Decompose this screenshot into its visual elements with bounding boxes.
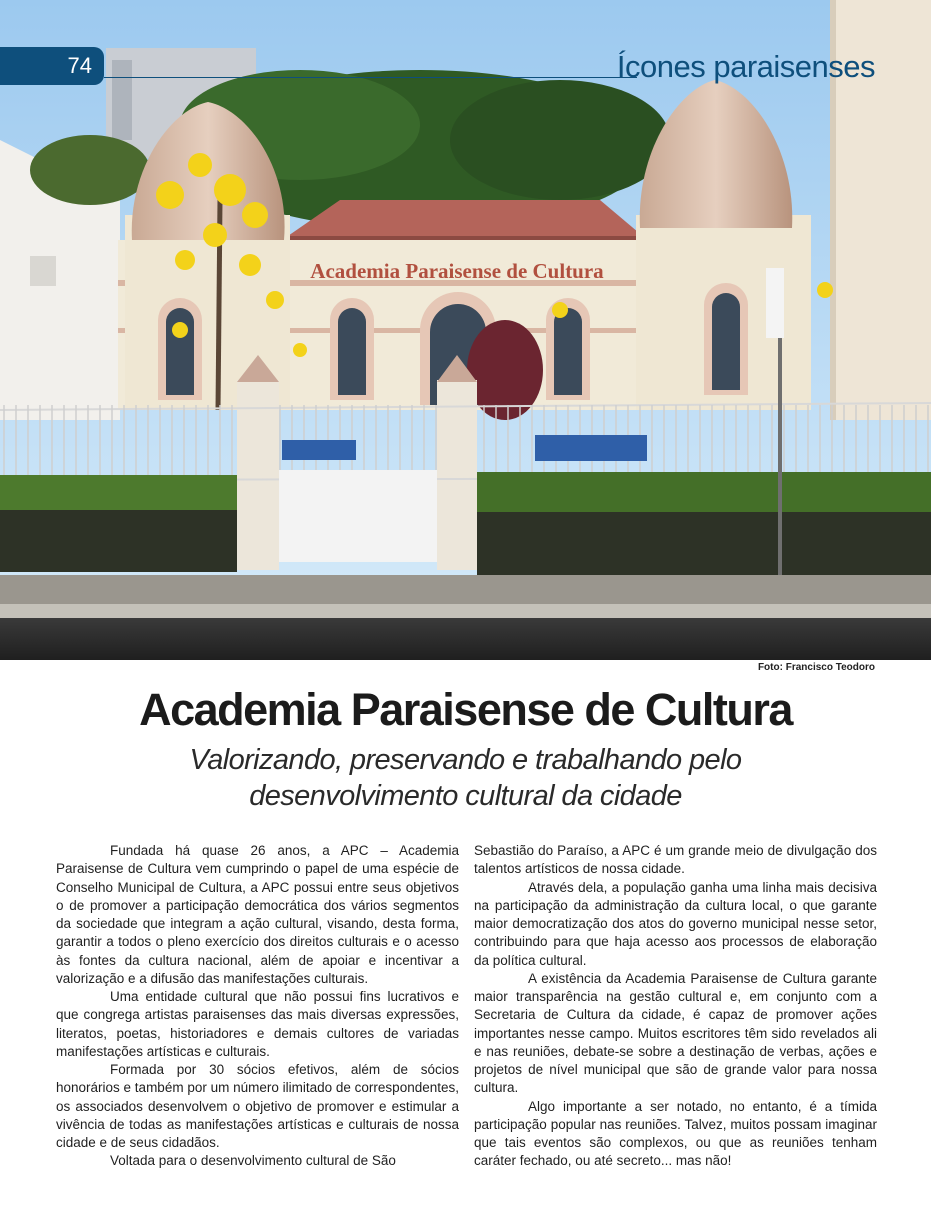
paragraph: Fundada há quase 26 anos, a APC – Academia Paraisense de Cultura vem cumprindo o papel de uma espécie de Conselho Municipal de Cultura, a APC possui entre seus objetivos o de promover a participação democrática dos vários segmentos da sociedade que integram a ação cultural, visando, desta forma, garantir a todos o pleno exercício dos direitos culturais e o acesso às fontes da cultura nacional, além de apoiar e incentivar a valorização e a difusão das manifestações culturais. [56,843,459,986]
paragraph: Através dela, a população ganha uma linha mais decisiva na participação da administração da cultura local, o que garante maior democratização dos atos do governo municipal nesse setor, contribuindo para que haja acesso aos processos de elaboração da política cultural. [474,879,877,968]
article-column-right [474,842,877,1171]
page-number-tab [0,47,104,85]
header-rule [104,77,637,78]
paragraph: Formada por 30 sócios efetivos, além de sócios honorários e também por um número ilimitado de correspondentes, os associados desenvolvem o objetivo de promover e estimular a vivência de todas as manifestações artísticas e culturais de nossa cidade e de seus cidadãos. [56,1062,459,1150]
paragraph: Voltada para o desenvolvimento cultural de São [110,1153,396,1169]
subtitle-line-2: desenvolvimento cultural da cidade [249,780,682,812]
paragraph: Uma entidade cultural que não possui fins lucrativos e que congrega artistas paraisenses das mais diversas expressões, literatos, poetas, historiadores e demais cultores de variadas manifestações artísticas e culturais. [56,989,459,1059]
paragraph: Sebastião do Paraíso, a APC é um grande meio de divulgação dos talentos artísticos de nossa cidade. [474,843,877,877]
paragraph: A existência da Academia Paraisense de Cultura garante maior transparência na gestão cultural e, em conjunto com a Secretaria de Cultura da cidade, é capaz de promover ações importantes nesse campo. Muitos escritores têm sido revelados ali e nas reuniões, debate-se sobre a destinação de verbas, ações e projetos de nível municipal que são de grande valor para nossa cultura. [474,970,877,1096]
facade-lettering: Academia Paraisense de Cultura [310,259,604,283]
page-number: 74 [67,53,92,78]
article-title: Academia Paraisense de Cultura [139,684,792,735]
article-subtitle [0,742,931,814]
article-column-left [56,842,459,1171]
photo-credit: Foto: Francisco Teodoro [757,662,875,673]
paragraph: Algo importante a ser notado, no entanto, é a tímida participação popular nas reuniões. Talvez, muitos possam imaginar que tais eventos são complexos, ou que as reuniões tenham caráter fechado, ou até secreto... mas não! [474,1098,877,1169]
section-title: Ícones paraisenses [616,49,875,84]
subtitle-line-1: Valorizando, preservando e trabalhando pelo [189,744,742,776]
